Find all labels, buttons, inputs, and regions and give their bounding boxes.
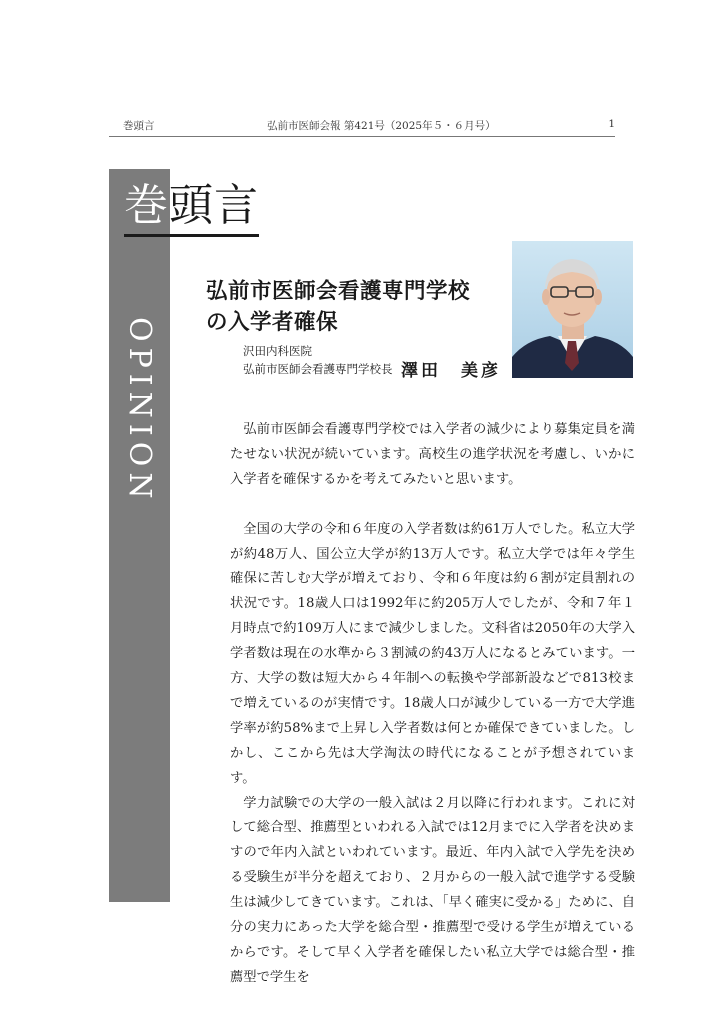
article-title xyxy=(206,276,506,338)
affiliation-school: 弘前市医師会看護専門学校長 xyxy=(243,362,393,376)
body-paragraph: 弘前市医師会看護専門学校では入学者の減少により募集定員を満たせない状況が続いています。高校生の進学状況を考慮し、いかに入学者を確保するかを考えてみたいと思います。 xyxy=(230,422,635,487)
column-heading-first-char: 巻 xyxy=(124,180,169,231)
affiliation-clinic: 沢田内科医院 xyxy=(243,344,312,358)
column-heading xyxy=(124,180,259,237)
opinion-label xyxy=(109,317,170,505)
body-paragraph: 学力試験での大学の一般入試は２月以降に行われます。これに対して総合型、推薦型といわれる入試では12月までに入学者を決めますので年内入試といわれています。最近、年内入試で入学先を決める受験生が半分を超えており、２月からの一般入試で進学する受験生は減少してきています。これは、「早く確実に受かる」ために、自分の実力にあった大学を総合型・推薦型で受ける学生が増えているからです。そして早く入学者を確保したい私立大学では総合型・推薦型で学生を xyxy=(230,795,635,985)
opinion-label-text: OPINION xyxy=(122,317,157,505)
running-header-section: 巻頭言 xyxy=(123,120,155,132)
author-name: 澤田 美彦 xyxy=(401,361,501,381)
page-number: 1 xyxy=(608,118,615,130)
article-body xyxy=(230,418,635,991)
article-title-line2: の入学者確保 xyxy=(206,310,339,335)
author-portrait-image xyxy=(512,241,633,378)
opinion-side-band xyxy=(109,169,170,902)
body-paragraph: 全国の大学の令和６年度の入学者数は約61万人でした。私立大学が約48万人、国公立大学が約13万人です。私立大学では年々学生確保に苦しむ大学が増えており、令和６年度は約６割が定員割れの状況です。18歳人口は1992年に約205万人でしたが、令和７年１月時点で約109万人にまで減少しました。文科省は2050年の大学入学者数は現在の水準から３割減の約43万人になるとみています。一方、大学の数は短大から４年制への転換や学部新設などで813校まで増えているのが実情です。18歳人口が減少している一方で大学進学率が約58%まで上昇し入学者数は何とか確保できていました。しかし、ここから先は大学淘汰の時代になることが予想されています。 xyxy=(230,521,635,786)
author-affiliation xyxy=(243,342,393,378)
running-header xyxy=(109,118,615,138)
header-rule xyxy=(109,136,615,137)
author-portrait xyxy=(512,241,633,378)
column-heading-rest: 頭言 xyxy=(169,180,259,231)
running-header-journal: 弘前市医師会報 第421号（2025年５・６月号） xyxy=(267,120,496,132)
article-title-line1: 弘前市医師会看護専門学校 xyxy=(206,279,471,304)
